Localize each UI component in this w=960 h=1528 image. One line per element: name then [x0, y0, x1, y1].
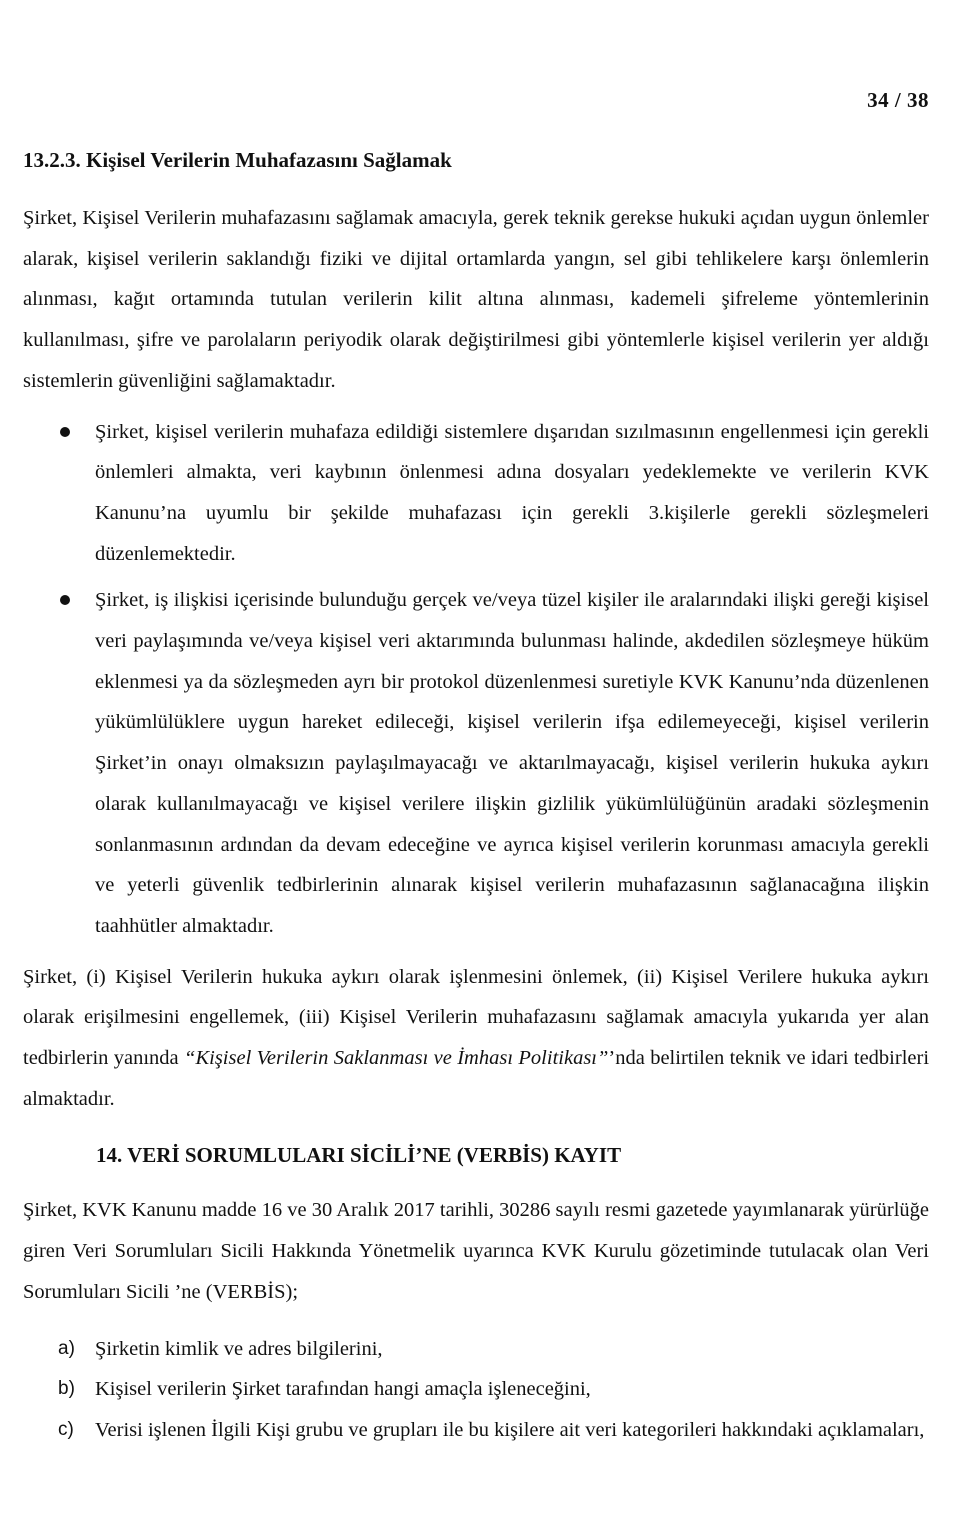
section-heading-13-2-3: 13.2.3. Kişisel Verilerin Muhafazasını Sağlamak	[23, 148, 452, 172]
list-item-text: Kişisel verilerin Şirket tarafından hangi amaçla işleneceğini,	[95, 1378, 591, 1401]
document-body	[23, 143, 929, 1451]
closing-text-before: Şirket, (i) Kişisel Verilerin hukuka aykırı olarak işlenmesini önlemek, (ii) Kişisel Verilere hukuka aykırı olarak erişilmesini engellemek, (iii) Kişisel Verilerin muhafazasını sağlamak amacıyla yukarıda yer alan tedbirlerin yanında	[23, 965, 929, 1070]
list-item	[23, 1369, 929, 1410]
policy-title-italic: “Kişisel Verilerin Saklanması ve İmhası Politikası”	[184, 1047, 609, 1070]
verbis-items-list	[23, 1329, 929, 1451]
section-13-2-3-closing	[23, 957, 929, 1120]
list-item	[23, 1329, 929, 1370]
bullet-dot-icon	[60, 427, 70, 437]
measures-bullet-list	[23, 412, 929, 947]
page-number: 34 / 38	[867, 88, 929, 112]
section-heading-14: 14. VERİ SORUMLULARI SİCİLİ’NE (VERBİS) KAYIT	[96, 1143, 622, 1168]
bullet-text: Şirket, iş ilişkisi içerisinde bulunduğu gerçek ve/veya tüzel kişiler ile aralarındaki ilişki gereği kişisel veri paylaşımında ve/veya kişisel veri aktarımında bulunması halinde, akdedilen sözleşmeye hüküm eklenmesi ya da sözleşmeden ayrı bir protokol düzenlenmesi suretiyle KVK Kanunu’nda düzenlenen yükümlülüklere uygun hareket edileceği, kişisel verilerin ifşa edilemeyeceği, kişisel verilerin Şirket’in onayı olmaksızın paylaşılmayacağı ve aktarılmayacağı, kişisel verilerin hukuka aykırı olarak kullanılmayacağı ve kişisel verilere ilişkin gizlilik yükümlülüğünün aradaki sözleşmenin sonlanmasının ardından da devam edeceğine ve ayrıca kişisel verilerin korunması amacıyla gerekli ve yeterli güvenlik tedbirlerinin alınarak kişisel verilerin muhafazasının sağlanacağına ilişkin taahhütler almaktadır.	[95, 589, 929, 937]
bullet-item	[23, 412, 929, 575]
list-item	[23, 1410, 929, 1451]
bullet-dot-icon	[60, 595, 70, 605]
bullet-text: Şirket, kişisel verilerin muhafaza edildiği sistemlere dışarıdan sızılmasının engellenmesi için gerekli önlemleri almakta, veri kaybının önlenmesi adına dosyaları yedeklemekte ve verilerin KVK Kanunu’na uyumlu bir şekilde muhafazası için gerekli 3.kişilerle gerekli sözleşmeleri düzenlemektedir.	[95, 420, 929, 565]
list-item-text: Şirketin kimlik ve adres bilgilerini,	[95, 1337, 383, 1360]
closing-text-after: ’nda belirtilen teknik ve idari tedbirleri almaktadır.	[23, 1047, 930, 1110]
list-marker: b)	[58, 1378, 75, 1400]
list-marker: a)	[58, 1337, 75, 1359]
section-13-2-3-intro: Şirket, Kişisel Verilerin muhafazasını sağlamak amacıyla, gerek teknik gerekse hukuki açıdan uygun önlemler alarak, kişisel verilerin saklandığı fiziki ve dijital ortamlarda yangın, sel gibi tehlikelere karşı önlemlerin alınması, kağıt ortamında tutulan verilerin kilit altına alınması, kademeli şifreleme yöntemlerinin kullanılması, şifre ve parolaların periyodik olarak değiştirilmesi gibi yöntemlerle kişisel verilerin yer aldığı sistemlerin güvenliğini sağlamaktadır.	[23, 207, 929, 392]
list-marker: c)	[58, 1418, 74, 1440]
section-14-intro: Şirket, KVK Kanunu madde 16 ve 30 Aralık 2017 tarihli, 30286 sayılı resmi gazetede yayımlanarak yürürlüğe giren Veri Sorumluları Sicili Hakkında Yönetmelik uyarınca KVK Kurulu gözetiminde tutulacak olan Veri Sorumluları Sicili ’ne (VERBİS);	[23, 1199, 929, 1303]
list-item-text: Verisi işlenen İlgili Kişi grubu ve grupları ile bu kişilere ait veri kategorileri hakkındaki açıklamaları,	[95, 1418, 925, 1441]
bullet-item	[23, 580, 929, 946]
